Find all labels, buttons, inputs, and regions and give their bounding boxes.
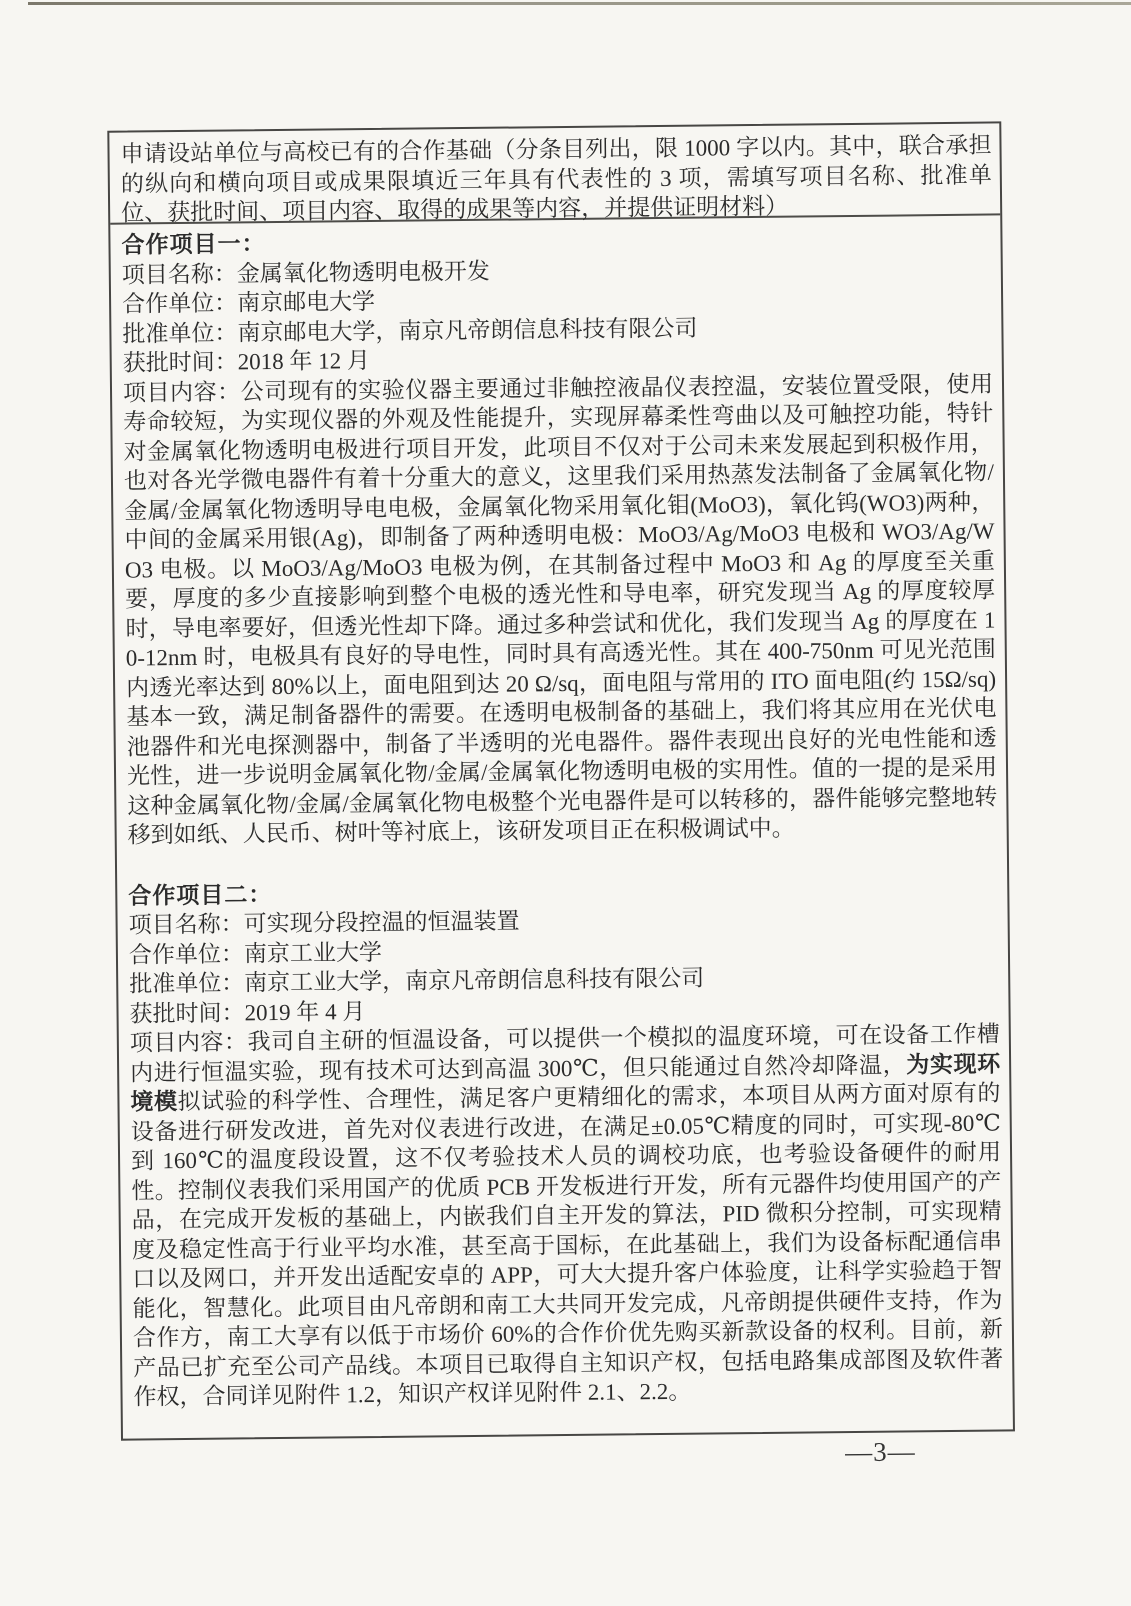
- project-1-content: 项目内容：公司现有的实验仪器主要通过非触控液晶仪表控温，安装位置受限，使用寿命较短，为实现仪器的外观及性能提升，实现屏幕柔性弯曲以及可触控功能，特针对金属氧化物透明电极进行项目开发，此项目不仅对于公司未来发展起到积极作用，也对各光学微电器件有着十分重大的意义，这里我们采用热蒸发法制备了金属氧化物/金属/金属氧化物透明导电电极，金属氧化物采用氧化钼(MoO3)，氧化钨(WO3)两种，中间的金属采用银(Ag)，即制备了两种透明电极：MoO3/Ag/MoO3 电极和 WO3/Ag/WO3 电极。以 MoO3/Ag/MoO3 电极为例，在其制备过程中 MoO3 和 Ag 的厚度至关重要，厚度的多少直接影响到整个电极的透光性和导电率，研究发现当 Ag 的厚度较厚时，导电率要好，但透光性却下降。通过多种尝试和优化，我们发现当 Ag 的厚度在 10-12nm 时，电极具有良好的导电性，同时具有高透光性。其在 400-750nm 可见光范围内透光率达到 80%以上，面电阻到达 20 Ω/sq，面电阻与常用的 ITO 面电阻(约 15Ω/sq)基本一致，满足制备器件的需要。在透明电极制备的基础上，我们将其应用在光伏电池器件和光电探测器中，制备了半透明的光电器件。器件表现出良好的光电性能和透光性，进一步说明金属氧化物/金属/金属氧化物透明电极的实用性。值的一提的是采用这种金属氧化物/金属/金属氧化物电极整个光电器件是可以转移的，器件能够完整地转移到如纸、人民币、树叶等衬底上，该研发项目正在积极调试中。: [122, 371, 998, 848]
- field-value: 2018 年 12 月: [237, 348, 371, 375]
- field-value: 南京邮电大学，南京凡帝朗信息科技有限公司: [237, 315, 698, 345]
- project-2-content: 项目内容：我司自主研的恒温设备，可以提供一个模拟的温度环境，可在设备工作槽内进行恒温实验，现有技术可达到高温 300℃，但只能通过自然冷却降温，为实现环境模拟试验的科学性、合理性，满足客户更精细化的需求，本项目从两方面对原有的设备进行研发改进，首先对仪表进行改进，在满足±0.05℃精度的同时，可实现-80℃到 160℃的温度段设置，这不仅考验技术人员的调校功底，也考验设备硬件的耐用性。控制仪表我们采用国产的优质 PCB 开发板进行开发，所有元器件均使用国产的产品，在完成开发板的基础上，内嵌我们自主开发的算法，PID 微积分控制，可实现精度及稳定性高于行业平均水准，甚至高于国标，在此基础上，我们为设备标配通信串口以及网口，并开发出适配安卓的 APP，可大大提升客户体验度，让科学实验趋于智能化，智慧化。此项目由凡帝朗和南工大共同开发完成，凡帝朗提供硬件支持，作为合作方，南工大享有以低于市场价 60%的合作价优先购买新款设备的权利。目前，新产品已扩充至公司产品线。本项目已取得自主知识产权，包括电路集成部图及软件著作权，合同详见附件 1.2，知识产权详见附件 2.1、2.2。: [129, 1021, 1004, 1410]
- field-value: 2019 年 4 月: [244, 998, 366, 1025]
- instructions-text: 申请设站单位与高校已有的合作基础（分条目列出，限 1000 字以内。其中，联合承担的纵向和横向项目或成果限填近三年具有代表性的 3 项，需填写项目名称、批准单位、获批时间、项目内容、取得的成果等内容，并提供证明材料）: [120, 132, 992, 226]
- field-label: 项目名称：: [128, 911, 244, 938]
- projects-box: [110, 215, 1012, 1412]
- project-1-title: 合作项目一：: [121, 231, 266, 258]
- field-value: 金属氧化物透明电极开发: [236, 258, 490, 286]
- field-label: 合作单位：: [121, 290, 238, 317]
- field-label: 项目名称：: [121, 260, 237, 288]
- project-2-section: [128, 872, 1004, 1412]
- form-table: [107, 121, 1015, 1440]
- field-label: 获批时间：: [122, 349, 238, 376]
- field-label: 批准单位：: [122, 319, 238, 347]
- page-number: —3—: [845, 1436, 916, 1468]
- field-value: 南京工业大学，南京凡帝朗信息科技有限公司: [244, 965, 705, 996]
- field-label: 批准单位：: [129, 970, 245, 997]
- field-label: 合作单位：: [128, 940, 245, 968]
- field-value: 可实现分段控温的恒温装置: [243, 908, 520, 937]
- project-1-section: [121, 222, 997, 851]
- field-value: 南京邮电大学: [236, 288, 376, 316]
- instructions-box: [109, 123, 1000, 224]
- field-label: 获批时间：: [129, 999, 245, 1027]
- field-value: 南京工业大学: [243, 939, 383, 966]
- project-2-title: 合作项目二：: [128, 881, 273, 909]
